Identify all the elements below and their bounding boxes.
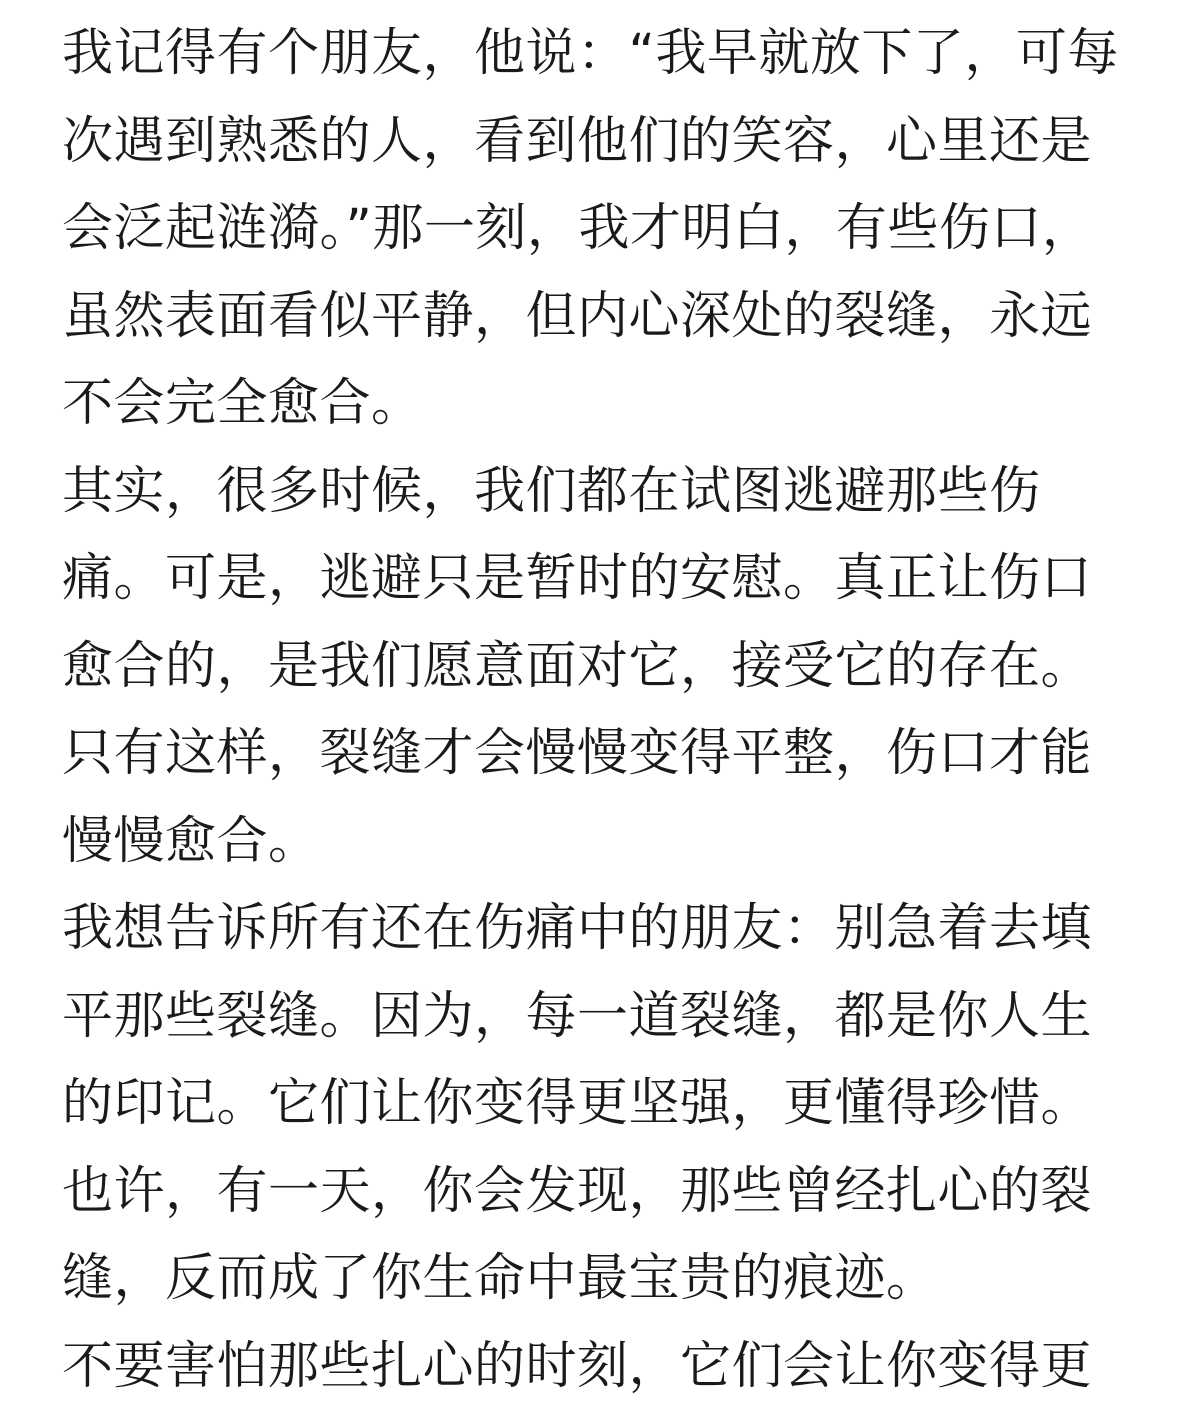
text-line: 其实，很多时候，我们都在试图逃避那些伤 [62,448,1122,536]
text-line: 只有这样，裂缝才会慢慢变得平整，伤口才能 [62,710,1122,798]
text-line: 痛。可是，逃避只是暂时的安慰。真正让伤口 [62,535,1122,623]
text-line: 不会完全愈合。 [62,360,1122,448]
text-line: 慢慢愈合。 [62,798,1122,886]
text-line: 缝，反而成了你生命中最宝贵的痕迹。 [62,1235,1122,1323]
text-line: 我想告诉所有还在伤痛中的朋友：别急着去填 [62,885,1122,973]
text-line: 愈合的，是我们愿意面对它，接受它的存在。 [62,623,1122,711]
article-body [62,10,1122,1410]
paragraph-3 [62,885,1122,1323]
text-line: 次遇到熟悉的人，看到他们的笑容，心里还是 [62,98,1122,186]
text-line: 平那些裂缝。因为，每一道裂缝，都是你人生 [62,973,1122,1061]
paragraph-2 [62,448,1122,886]
text-line: 不要害怕那些扎心的时刻，它们会让你变得更 [62,1323,1122,1410]
text-line: 的印记。它们让你变得更坚强，更懂得珍惜。 [62,1060,1122,1148]
paragraph-4 [62,1323,1122,1410]
text-line: 也许，有一天，你会发现，那些曾经扎心的裂 [62,1148,1122,1236]
paragraph-1 [62,10,1122,448]
text-line: 会泛起涟漪。”那一刻，我才明白，有些伤口， [62,185,1122,273]
text-line: 虽然表面看似平静，但内心深处的裂缝，永远 [62,273,1122,361]
text-line: 我记得有个朋友，他说：“我早就放下了，可每 [62,10,1122,98]
